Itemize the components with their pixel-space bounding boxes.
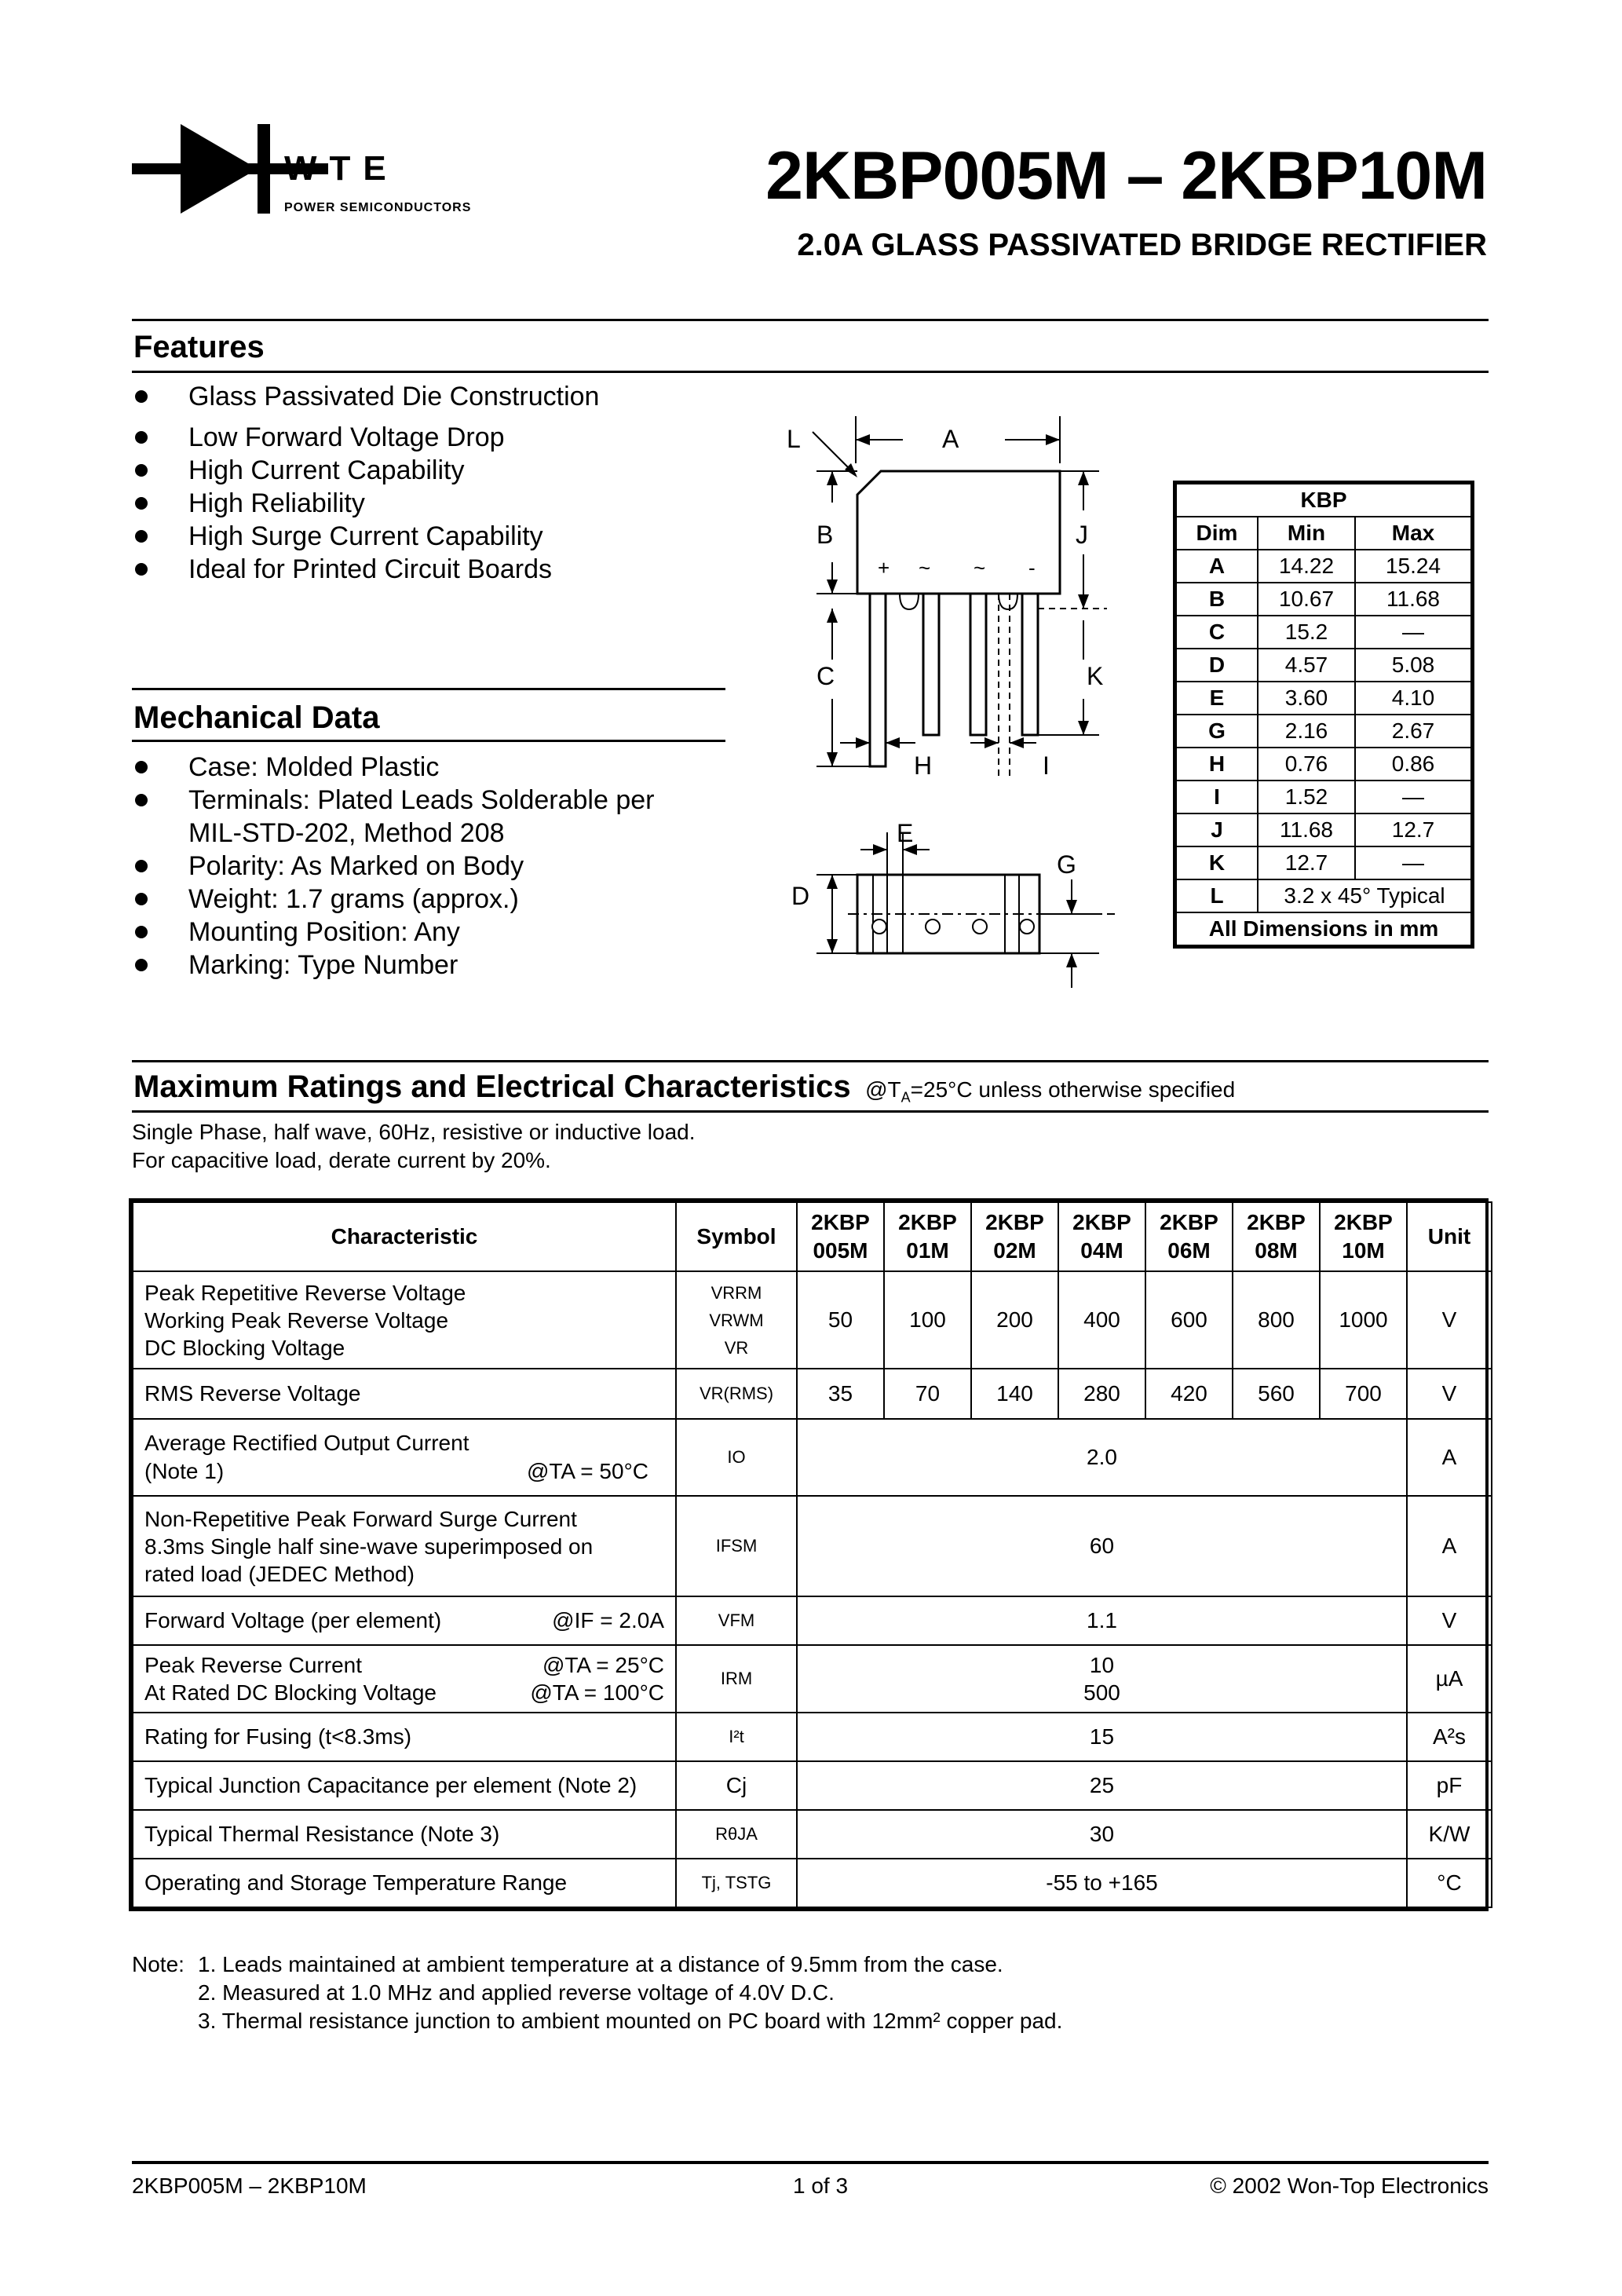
condition-text: @TA = 50°C	[526, 1459, 648, 1483]
table-row	[133, 1859, 1492, 1907]
characteristic-cell	[133, 1645, 676, 1713]
list-item: Case: Molded Plastic	[132, 751, 654, 784]
dim-cell: 1.52	[1258, 781, 1355, 813]
condition-sub: A	[901, 1089, 911, 1106]
list-item: Mounting Position: Any	[132, 916, 654, 949]
table-row	[1176, 649, 1471, 682]
value-cell: 800	[1233, 1271, 1320, 1369]
table-row	[1176, 813, 1471, 846]
dim-cell: 12.7	[1355, 813, 1471, 846]
part-prefix: 2KBP	[1072, 1210, 1131, 1234]
char-line: Average Rectified Output Current	[144, 1431, 469, 1455]
dimension-table	[1173, 481, 1474, 949]
char-text: At Rated DC Blocking Voltage	[144, 1680, 437, 1705]
dim-cell: 3.60	[1258, 682, 1355, 715]
characteristic-cell: Typical Thermal Resistance (Note 3)	[133, 1810, 676, 1859]
list-item: Terminals: Plated Leads Solderable per	[132, 784, 654, 817]
dim-cell: 4.10	[1355, 682, 1471, 715]
value-line: 10	[1089, 1653, 1115, 1677]
dim-cell: A	[1176, 550, 1258, 583]
mechanical-title: Mechanical Data	[133, 700, 380, 735]
symbol-cell: VR(RMS)	[676, 1369, 797, 1419]
table-row	[133, 1810, 1492, 1859]
note-2: 2. Measured at 1.0 MHz and applied reverse voltage of 4.0V D.C.	[198, 1980, 835, 2005]
ratings-condition	[865, 1077, 1236, 1106]
unit-cell: A	[1407, 1419, 1492, 1496]
header-part	[1058, 1202, 1145, 1271]
char-text: Forward Voltage (per element)	[144, 1608, 442, 1632]
dim-cell: I	[1176, 781, 1258, 813]
characteristic-cell	[133, 1496, 676, 1596]
unit-cell: K/W	[1407, 1810, 1492, 1859]
value-cell	[797, 1645, 1407, 1713]
part-suffix: 04M	[1080, 1238, 1123, 1263]
table-row	[1176, 715, 1471, 748]
condition-text: =25°C unless otherwise specified	[910, 1077, 1236, 1102]
list-item: Polarity: As Marked on Body	[132, 850, 654, 883]
dim-cell: 0.86	[1355, 748, 1471, 781]
dim-cell: D	[1176, 649, 1258, 682]
dim-cell: 11.68	[1258, 813, 1355, 846]
unit-cell: V	[1407, 1271, 1492, 1369]
char-line: 8.3ms Single half sine-wave superimposed on	[144, 1534, 594, 1559]
dim-cell: 15.24	[1355, 550, 1471, 583]
header-part	[1233, 1202, 1320, 1271]
dim-label-a: A	[942, 425, 959, 453]
list-item: High Surge Current Capability	[132, 520, 599, 553]
pin-minus: -	[1028, 556, 1036, 579]
part-prefix: 2KBP	[811, 1210, 870, 1234]
value-cell: 35	[797, 1369, 884, 1419]
page-subtitle: 2.0A GLASS PASSIVATED BRIDGE RECTIFIER	[797, 228, 1487, 262]
dim-cell: B	[1176, 583, 1258, 616]
part-prefix: 2KBP	[1247, 1210, 1306, 1234]
divider	[132, 688, 725, 690]
unit-cell: pF	[1407, 1761, 1492, 1810]
condition-text: @TA = 25°C	[542, 1653, 664, 1677]
unit-cell: V	[1407, 1369, 1492, 1419]
symbol-line: VR	[724, 1337, 749, 1358]
dim-cell: 2.16	[1258, 715, 1355, 748]
dim-cell: 0.76	[1258, 748, 1355, 781]
dim-label-k: K	[1087, 662, 1104, 690]
list-item: Weight: 1.7 grams (approx.)	[132, 883, 654, 916]
symbol-line: VRRM	[711, 1282, 762, 1303]
char-line: Peak Repetitive Reverse Voltage	[144, 1280, 466, 1305]
dim-label-i: I	[1043, 751, 1050, 780]
pin-ac1: ~	[919, 556, 931, 579]
table-row	[133, 1761, 1492, 1810]
table-row	[1176, 550, 1471, 583]
dim-label-d: D	[791, 882, 810, 910]
footer-right: © 2002 Won-Top Electronics	[1210, 2174, 1489, 2198]
dim-label-l: L	[787, 425, 801, 453]
value-cell: 50	[797, 1271, 884, 1369]
dim-table-header: Min	[1258, 517, 1355, 550]
header-part	[797, 1202, 884, 1271]
characteristic-cell: RMS Reverse Voltage	[133, 1369, 676, 1419]
page-title: 2KBP005M – 2KBP10M	[765, 138, 1487, 214]
header-part	[884, 1202, 971, 1271]
table-row	[133, 1496, 1492, 1596]
table-row	[1176, 846, 1471, 879]
characteristic-cell: Typical Junction Capacitance per element (Note 2)	[133, 1761, 676, 1810]
note-3: 3. Thermal resistance junction to ambient mounted on PC board with 12mm² copper pad.	[198, 2009, 1063, 2033]
footer-page: 1 of 3	[793, 2174, 849, 2198]
dim-cell: J	[1176, 813, 1258, 846]
characteristic-cell: Operating and Storage Temperature Range	[133, 1859, 676, 1907]
divider	[132, 371, 1489, 373]
condition-text: @T	[865, 1077, 901, 1102]
divider	[132, 740, 725, 742]
dim-cell: K	[1176, 846, 1258, 879]
symbol-cell: Tj, TSTG	[676, 1859, 797, 1907]
ratings-heading	[133, 1069, 1235, 1106]
pin-ac2: ~	[974, 556, 986, 579]
unit-cell: V	[1407, 1596, 1492, 1645]
part-prefix: 2KBP	[898, 1210, 957, 1234]
footer-left: 2KBP005M – 2KBP10M	[132, 2174, 367, 2198]
logo-subtext: POWER SEMICONDUCTORS	[284, 201, 472, 214]
dim-label-h: H	[914, 751, 933, 780]
header-unit: Unit	[1407, 1202, 1492, 1271]
dim-cell: C	[1176, 616, 1258, 649]
part-suffix: 06M	[1167, 1238, 1211, 1263]
value-line: 500	[1083, 1680, 1120, 1705]
value-cell: 1000	[1320, 1271, 1407, 1369]
divider	[132, 319, 1489, 321]
dim-label-b: B	[816, 521, 834, 549]
ratings-title: Maximum Ratings and Electrical Characteristics	[133, 1069, 851, 1104]
dim-label-e: E	[897, 819, 914, 847]
value-cell: 25	[797, 1761, 1407, 1810]
value-cell: 200	[971, 1271, 1058, 1369]
symbol-cell: VFM	[676, 1596, 797, 1645]
notes-label: Note:	[132, 1952, 184, 1976]
value-cell: 280	[1058, 1369, 1145, 1419]
unit-cell: °C	[1407, 1859, 1492, 1907]
note-1: 1. Leads maintained at ambient temperature at a distance of 9.5mm from the case.	[198, 1952, 1003, 1976]
table-row	[133, 1419, 1492, 1496]
dim-cell: —	[1355, 781, 1471, 813]
mechanical-list	[132, 751, 654, 982]
dim-cell: 5.08	[1355, 649, 1471, 682]
value-cell: 70	[884, 1369, 971, 1419]
list-item: High Reliability	[132, 487, 599, 520]
char-line: Non-Repetitive Peak Forward Surge Current	[144, 1506, 577, 1531]
unit-cell: µA	[1407, 1645, 1492, 1713]
unit-cell: A	[1407, 1496, 1492, 1596]
char-line: Working Peak Reverse Voltage	[144, 1307, 449, 1333]
char-line	[144, 1679, 664, 1706]
value-cell: 2.0	[797, 1419, 1407, 1496]
characteristic-cell	[133, 1271, 676, 1369]
dim-label-c: C	[816, 662, 835, 690]
part-suffix: 01M	[906, 1238, 949, 1263]
char-line: rated load (JEDEC Method)	[144, 1561, 415, 1586]
list-item: High Current Capability	[132, 454, 599, 487]
part-prefix: 2KBP	[1160, 1210, 1218, 1234]
dim-cell: 12.7	[1258, 846, 1355, 879]
list-item: Ideal for Printed Circuit Boards	[132, 553, 599, 586]
dim-cell: 2.67	[1355, 715, 1471, 748]
dim-cell: —	[1355, 616, 1471, 649]
ratings-line2: For capacitive load, derate current by 20%.	[132, 1148, 551, 1172]
value-cell: 600	[1145, 1271, 1233, 1369]
value-cell: -55 to +165	[797, 1859, 1407, 1907]
divider	[132, 1110, 1489, 1113]
value-cell: 700	[1320, 1369, 1407, 1419]
value-cell: 560	[1233, 1369, 1320, 1419]
dim-table-footer: All Dimensions in mm	[1176, 912, 1471, 945]
dim-cell: G	[1176, 715, 1258, 748]
dim-cell: H	[1176, 748, 1258, 781]
characteristic-cell	[133, 1596, 676, 1645]
symbol-cell: IRM	[676, 1645, 797, 1713]
table-row	[133, 1596, 1492, 1645]
part-suffix: 10M	[1342, 1238, 1385, 1263]
symbol-cell: IO	[676, 1419, 797, 1496]
list-item: MIL-STD-202, Method 208	[188, 818, 505, 848]
value-cell: 420	[1145, 1369, 1233, 1419]
divider	[132, 1060, 1489, 1062]
symbol-cell: IFSM	[676, 1496, 797, 1596]
value-cell: 15	[797, 1713, 1407, 1761]
table-row	[1176, 879, 1471, 912]
part-suffix: 08M	[1255, 1238, 1298, 1263]
table-row	[133, 1713, 1492, 1761]
list-item: Glass Passivated Die Construction	[132, 380, 599, 413]
symbol-cell: I²t	[676, 1713, 797, 1761]
table-header-row	[133, 1202, 1492, 1271]
dim-cell: L	[1176, 879, 1258, 912]
table-row	[1176, 781, 1471, 813]
value-cell: 100	[884, 1271, 971, 1369]
table-row	[1176, 583, 1471, 616]
symbol-cell: RθJA	[676, 1810, 797, 1859]
dim-cell: 11.68	[1355, 583, 1471, 616]
dim-cell: E	[1176, 682, 1258, 715]
unit-cell: A²s	[1407, 1713, 1492, 1761]
dim-label-j: J	[1076, 521, 1088, 549]
part-suffix: 02M	[993, 1238, 1036, 1263]
table-row	[1176, 616, 1471, 649]
dim-cell: 14.22	[1258, 550, 1355, 583]
table-row	[133, 1271, 1492, 1369]
part-prefix: 2KBP	[985, 1210, 1044, 1234]
char-line	[144, 1651, 664, 1679]
dim-cell: 15.2	[1258, 616, 1355, 649]
symbol-cell	[676, 1271, 797, 1369]
list-item: Marking: Type Number	[132, 949, 654, 982]
value-cell: 30	[797, 1810, 1407, 1859]
header-part	[971, 1202, 1058, 1271]
ratings-line1: Single Phase, half wave, 60Hz, resistive or inductive load.	[132, 1120, 696, 1144]
table-row	[133, 1369, 1492, 1419]
value-cell: 1.1	[797, 1596, 1407, 1645]
condition-text: @IF = 2.0A	[552, 1608, 664, 1632]
char-line: DC Blocking Voltage	[144, 1335, 345, 1360]
table-row	[1176, 748, 1471, 781]
features-list	[132, 380, 599, 586]
electrical-characteristics-table	[129, 1198, 1489, 1911]
char-text: (Note 1)	[144, 1459, 225, 1483]
footer-divider	[132, 2161, 1489, 2164]
characteristic-cell: Rating for Fusing (t<8.3ms)	[133, 1713, 676, 1761]
features-title: Features	[133, 330, 265, 364]
header-part	[1320, 1202, 1407, 1271]
dim-table-header: Max	[1355, 517, 1471, 550]
pin-plus: +	[878, 556, 890, 579]
part-prefix: 2KBP	[1334, 1210, 1393, 1234]
dim-cell: 10.67	[1258, 583, 1355, 616]
value-cell: 140	[971, 1369, 1058, 1419]
table-row	[133, 1645, 1492, 1713]
symbol-line: VRWM	[709, 1310, 764, 1330]
dim-table-header: Dim	[1176, 517, 1258, 550]
condition-text: @TA = 100°C	[530, 1680, 664, 1705]
logo-text: WTE	[284, 149, 399, 188]
dim-cell: 4.57	[1258, 649, 1355, 682]
dim-cell: 3.2 x 45° Typical	[1258, 879, 1471, 912]
header-symbol: Symbol	[676, 1202, 797, 1271]
char-text: Peak Reverse Current	[144, 1653, 363, 1677]
dim-table-package: KBP	[1176, 484, 1471, 517]
char-line	[144, 1457, 664, 1486]
characteristic-cell	[133, 1419, 676, 1496]
value-cell: 400	[1058, 1271, 1145, 1369]
part-suffix: 005M	[813, 1238, 868, 1263]
table-row	[1176, 682, 1471, 715]
symbol-cell: Cj	[676, 1761, 797, 1810]
dim-cell: —	[1355, 846, 1471, 879]
header-part	[1145, 1202, 1233, 1271]
package-outline-diagram	[769, 408, 1146, 989]
header-characteristic: Characteristic	[133, 1202, 676, 1271]
value-cell: 60	[797, 1496, 1407, 1596]
list-item: Low Forward Voltage Drop	[132, 421, 599, 454]
dim-label-g: G	[1057, 850, 1076, 879]
